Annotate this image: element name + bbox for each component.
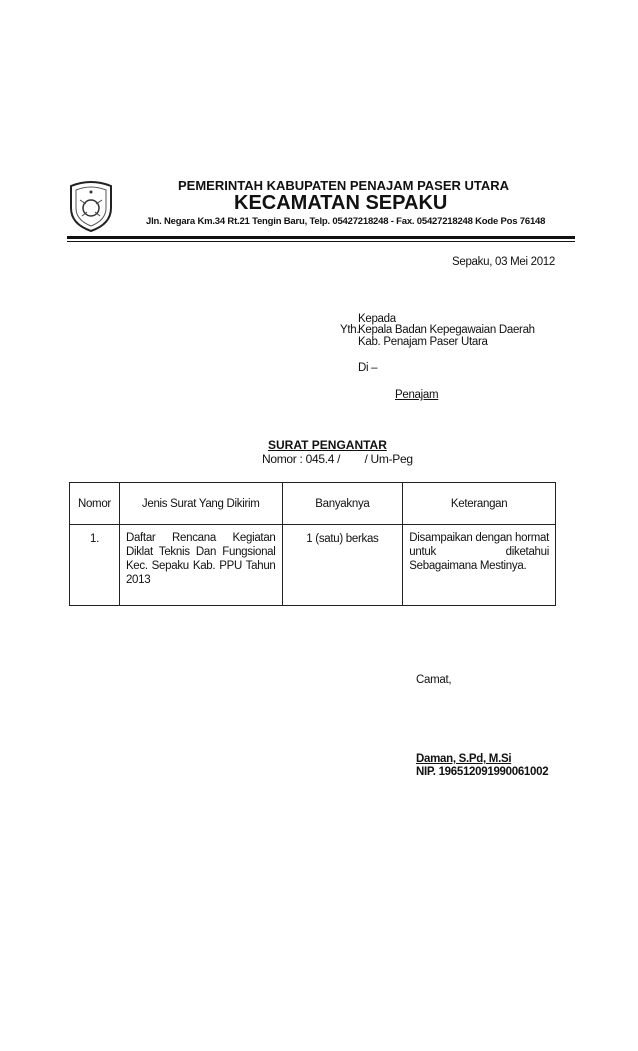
office-heading: KECAMATAN SEPAKU <box>234 192 448 214</box>
cell-banyaknya: 1 (satu) berkas <box>282 525 403 606</box>
letter-title: SURAT PENGANTAR <box>268 438 387 452</box>
office-address: Jln. Negara Km.34 Rt.21 Tengin Baru, Telp. 05427218248 - Fax. 05427218248 Kode Pos 76148 <box>146 216 546 227</box>
recipient-line2: Kab. Penajam Paser Utara <box>358 336 488 348</box>
cell-keterangan: Disampaikan dengan hormat untuk diketahui Sebagaimana Mestinya. <box>403 525 556 606</box>
recipient-kepada: Kepada <box>358 313 396 325</box>
header-nomor: Nomor <box>70 483 120 525</box>
signature-position: Camat, <box>416 674 452 686</box>
recipient-yth: Yth. <box>340 324 360 336</box>
header-jenis-surat: Jenis Surat Yang Dikirim <box>119 483 282 525</box>
letter-number: Nomor : 045.4 / / Um-Peg <box>262 452 413 466</box>
recipient-city: Penajam <box>395 389 439 401</box>
header-rule-thick <box>67 236 575 239</box>
header-keterangan: Keterangan <box>403 483 556 525</box>
signature-name: Daman, S.Pd, M.Si <box>416 753 512 765</box>
cell-nomor: 1. <box>70 525 120 606</box>
header-rule-thin <box>67 241 575 242</box>
items-table <box>69 482 556 606</box>
regency-emblem-icon <box>68 180 114 232</box>
government-heading: PEMERINTAH KABUPATEN PENAJAM PASER UTARA <box>178 178 510 193</box>
place-date: Sepaku, 03 Mei 2012 <box>452 256 555 268</box>
signature-nip: NIP. 196512091990061002 <box>416 766 549 778</box>
cell-jenis-surat: Daftar Rencana Kegiatan Diklat Teknis Dan Fungsional Kec. Sepaku Kab. PPU Tahun 2013 <box>119 525 282 606</box>
recipient-line1: Kepala Badan Kepegawaian Daerah <box>358 324 535 336</box>
header-banyaknya: Banyaknya <box>282 483 403 525</box>
table-row <box>70 525 556 606</box>
table-header-row <box>70 483 556 525</box>
recipient-di: Di – <box>358 362 378 374</box>
